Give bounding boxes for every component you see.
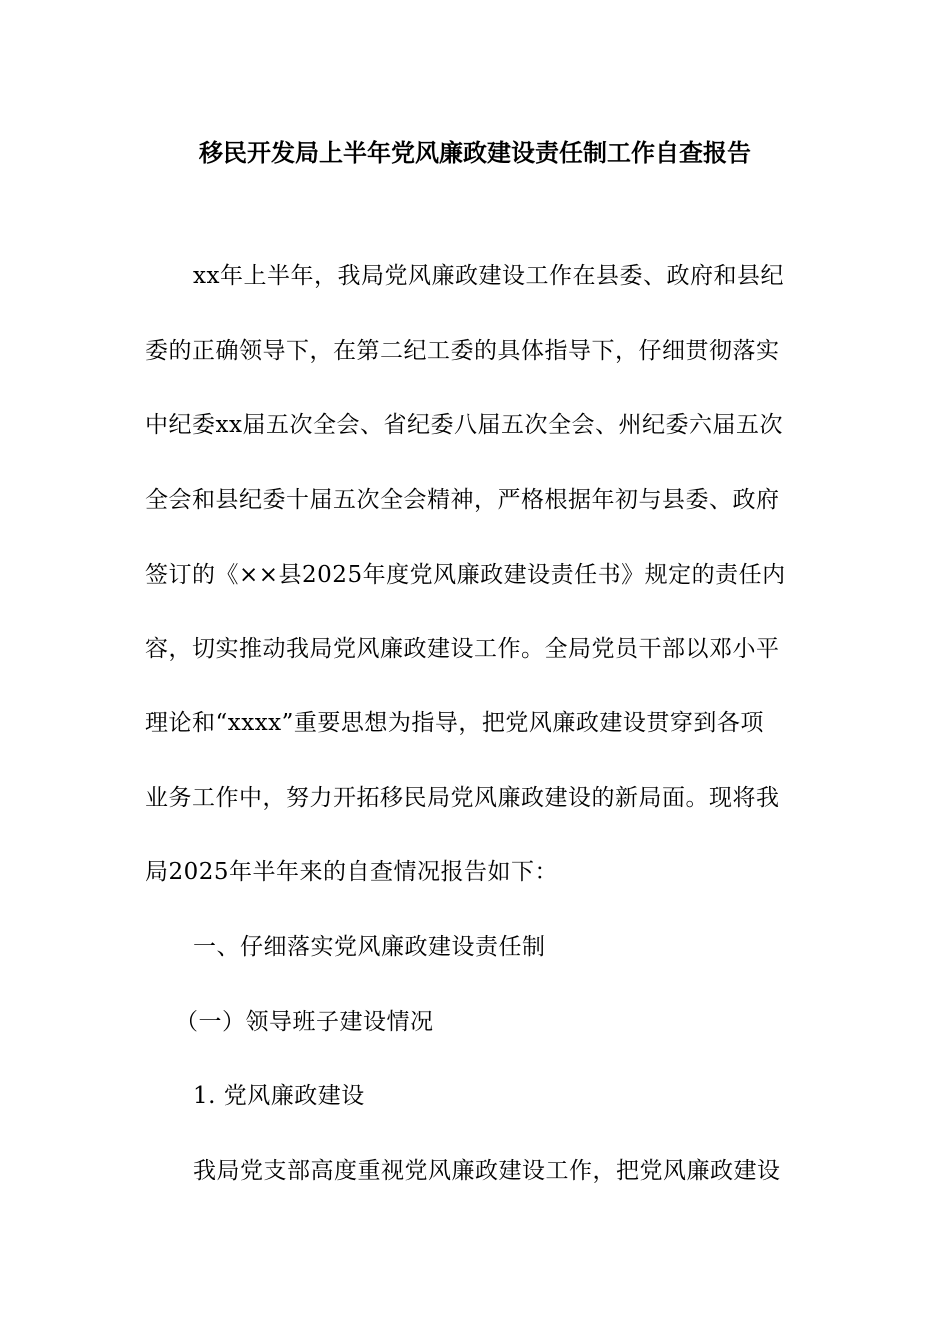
- paragraph-line: 我局党支部高度重视党风廉政建设工作，把党风廉政建设: [193, 1158, 781, 1184]
- paragraph-line: xx年上半年，我局党风廉政建设工作在县委、政府和县纪: [193, 263, 784, 289]
- document-title: 移民开发局上半年党风廉政建设责任制工作自查报告: [199, 139, 751, 167]
- paragraph-line: 全会和县纪委十届五次全会精神，严格根据年初与县委、政府: [145, 487, 780, 513]
- subsection-heading: （一）领导班子建设情况: [175, 1009, 434, 1035]
- paragraph-line: 局2025年半年来的自查情况报告如下：: [145, 859, 559, 885]
- item-heading: 1. 党风廉政建设: [193, 1083, 365, 1109]
- paragraph-line: 委的正确领导下，在第二纪工委的具体指导下，仔细贯彻落实: [145, 338, 780, 364]
- paragraph-line: 理论和“xxxx”重要思想为指导，把党风廉政建设贯穿到各项: [145, 710, 764, 736]
- paragraph-line: 业务工作中，努力开拓移民局党风廉政建设的新局面。现将我: [145, 785, 780, 811]
- paragraph-line: 中纪委xx届五次全会、省纪委八届五次全会、州纪委六届五次: [145, 412, 783, 438]
- section-heading: 一、仔细落实党风廉政建设责任制: [193, 934, 546, 960]
- paragraph-line: 容，切实推动我局党风廉政建设工作。全局党员干部以邓小平: [145, 636, 780, 662]
- paragraph-line: 签订的《××县2025年度党风廉政建设责任书》规定的责任内: [145, 562, 786, 588]
